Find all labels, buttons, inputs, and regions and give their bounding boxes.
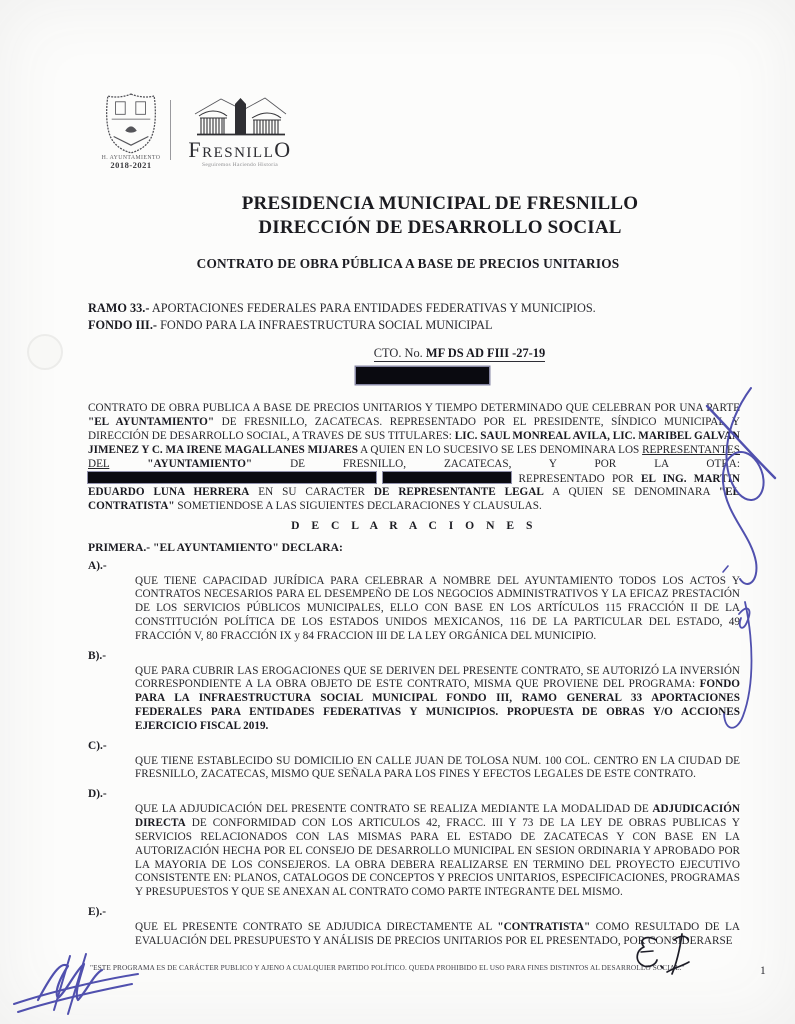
brand-name: FresnillO [188, 137, 292, 162]
crest-shield-icon [104, 92, 158, 154]
hole-punch-mark [27, 334, 63, 370]
clause-d [88, 788, 740, 900]
signature-bottom-left [10, 948, 175, 1020]
clause-text: QUE TIENE ESTABLECIDO SU DOMICILIO EN CALLE JUAN DE TOLOSA NUM. 100 COL. CENTRO EN LA CIUDAD DE FRESNILLO, ZACATECAS, MISMO QUE SEÑALA PARA LOS FINES Y EFECTOS LEGALES DE ESTE CONTRATO. [135, 754, 740, 781]
clause-b [88, 650, 740, 734]
intro-paragraph: CONTRATO DE OBRA PUBLICA A BASE DE PRECIOS UNITARIOS Y TIEMPO DETERMINADO QUE CELEBRAN POR UNA PARTE "EL AYUNTAMIENTO" DE FRESNILLO, ZACATECAS. REPRESENTADO POR EL PRESIDENTE, SÍNDICO MUNICIPAL Y DIRECCIÓN DE DESARROLLO SOCIAL, A TRAVES DE SUS TITULARES: LIC. SAUL MONREAL AVILA, LIC. MARIBEL GALVAN JIMENEZ Y C. MA IRENE MAGALLANES MIJARES A QUIEN EN LO SUCESIVO SE LES DENOMINARA LOS REPRESENTANTES DEL "AYUNTAMIENTO" DE FRESNILLO, ZACATECAS, Y POR LA OTRA: REPRESENTADO POR EL ING. MARTIN EDUARDO LUNA HERRERA EN SU CARACTER DE REPRESENTANTE LEGAL A QUIEN SE DENOMINARA "EL CONTRATISTA" SOMETIENDOSE A LAS SIGUIENTES DECLARACIONES Y CLAUSULAS. [88, 402, 741, 513]
document-subtitle: CONTRATO DE OBRA PÚBLICA A BASE DE PRECIOS UNITARIOS [196, 256, 620, 271]
redaction-bar [356, 367, 489, 384]
clause-text: QUE EL PRESENTE CONTRATO SE ADJUDICA DIRECTAMENTE AL "CONTRATISTA" COMO RESULTADO DE LA EVALUACIÓN DEL PRESUPUESTO Y ANÁLISIS DE PRECIOS UNITARIOS POR EL PRESENTADO, POR CONSIDERARSE [135, 920, 740, 947]
title-block [135, 192, 745, 239]
redaction-bar [383, 472, 511, 483]
fresnillo-logo [180, 94, 300, 168]
clause-a [88, 560, 740, 644]
brand-tagline: Seguiremos Haciendo Historia [202, 162, 278, 168]
contract-number-line [88, 346, 743, 361]
clause-label: B).- [88, 650, 107, 663]
clause-text: QUE PARA CUBRIR LAS EROGACIONES QUE SE DERIVEN DEL PRESENTE CONTRATO, SE AUTORIZÓ LA INVERSIÓN CORRESPONDIENTE A LA OBRA OBJETO DE ESTE CONTRATO, MISMA QUE PROVIENE DEL PROGRAMA: FONDO PARA LA INFRAESTRUCTURA SOCIAL MUNICIPAL FONDO III, RAMO GENERAL 33 APORTACIONES FEDERALES PARA ENTIDADES FEDERATIVAS Y MUNICIPIOS. PROPUESTA DE OBRAS Y/O ACCIONES EJERCICIO FISCAL 2019. [135, 664, 740, 733]
clause-text: QUE TIENE CAPACIDAD JURÍDICA PARA CELEBRAR A NOMBRE DEL AYUNTAMIENTO TODOS LOS ACTOS Y CONTRATOS NECESARIOS PARA EL DESEMPEÑO DE LOS NEGOCIOS ADMINISTRATIVOS Y LA EFICAZ PRESTACIÓN DE LOS SERVICIOS PÚBLICOS MUNICIPALES, ELLO CON BASE EN LOS ARTÍCULOS 115 FRACCIÓN II DE LA CONSTITUCIÓN POLÍTICA DE LOS ESTADOS UNIDOS MEXICANOS, 116 DE LA PARTICULAR DEL ESTADO, 49 FRACCIÓN V, 80 FRACCIÓN IX y 84 FRACCION III DE LA LEY ORGÁNICA DEL MUNICIPIO. [135, 574, 740, 643]
contract-number-label: CTO. No. [373, 346, 426, 360]
document-title-line1: PRESIDENCIA MUNICIPAL DE FRESNILLO [241, 193, 639, 214]
clause-label: C).- [88, 740, 107, 753]
clause-e [88, 906, 740, 948]
clause-c [88, 740, 740, 782]
crest-caption: H. AYUNTAMIENTO [101, 155, 161, 161]
clause-label: A).- [88, 560, 107, 572]
municipal-crest-logo [96, 92, 166, 169]
program-fondo-line: FONDO III.- FONDO PARA LA INFRAESTRUCTURA SOCIAL MUNICIPAL [88, 317, 493, 332]
logo-divider [170, 100, 171, 160]
program-ramo-line: RAMO 33.- APORTACIONES FEDERALES PARA ENTIDADES FEDERATIVAS Y MUNICIPIOS. [88, 301, 596, 315]
declarations-heading: D E C L A R A C I O N E S [291, 519, 537, 532]
clause-label: D).- [88, 788, 107, 801]
contract-number-value: MF DS AD FIII -27-19 [425, 346, 546, 360]
redaction-bar [88, 472, 376, 483]
page-number: 1 [760, 965, 766, 977]
footer-note: "ESTE PROGRAMA ES DE CARÁCTER PUBLICO Y AJENO A CUALQUIER PARTIDO POLÍTICO. QUEDA PROHIBIDO EL USO PARA FINES DISTINTOS AL DESARROLLO SOCIAL." [90, 963, 685, 972]
clause-text: QUE LA ADJUDICACIÓN DEL PRESENTE CONTRATO SE REALIZA MEDIANTE LA MODALIDAD DE ADJUDICACIÓN DIRECTA DE CONFORMIDAD CON LOS ARTICULOS 42, FRACC. III Y 73 DE LA LEY DE OBRAS PUBLICAS Y SERVICIOS RELACIONADOS CON LAS MISMAS PARA EL ESTADO DE ZACATECAS Y CON BASE EN LA AUTORIZACIÓN HECHA POR EL CONSEJO DE DESARROLLO MUNICIPAL EN SESION ORDINARIA Y APROBADO POR LA MAYORIA DE LOS CONSEJEROS. LA OBRA DEBERA REALIZARSE EN TERMINO DEL PROYECTO EJECUTIVO CONSISTENTE EN: PLANOS, CATALOGOS DE CONCEPTOS Y PRECIOS UNITARIOS, ESPECIFICACIONES, PROGRAMAS Y PRESUPUESTOS Y QUE SE ANEXAN AL CONTRATO COMO PARTE INTEGRANTE DEL MISMO. [135, 802, 740, 899]
document-title-line2: DIRECCIÓN DE DESARROLLO SOCIAL [258, 216, 622, 238]
crest-years: 2018-2021 [110, 160, 152, 170]
monument-icon [193, 94, 288, 138]
primera-heading: PRIMERA.- "EL AYUNTAMIENTO" DECLARA: [88, 541, 343, 554]
clause-label: E).- [88, 906, 107, 919]
clauses-list [88, 560, 740, 955]
program-block [88, 300, 743, 333]
